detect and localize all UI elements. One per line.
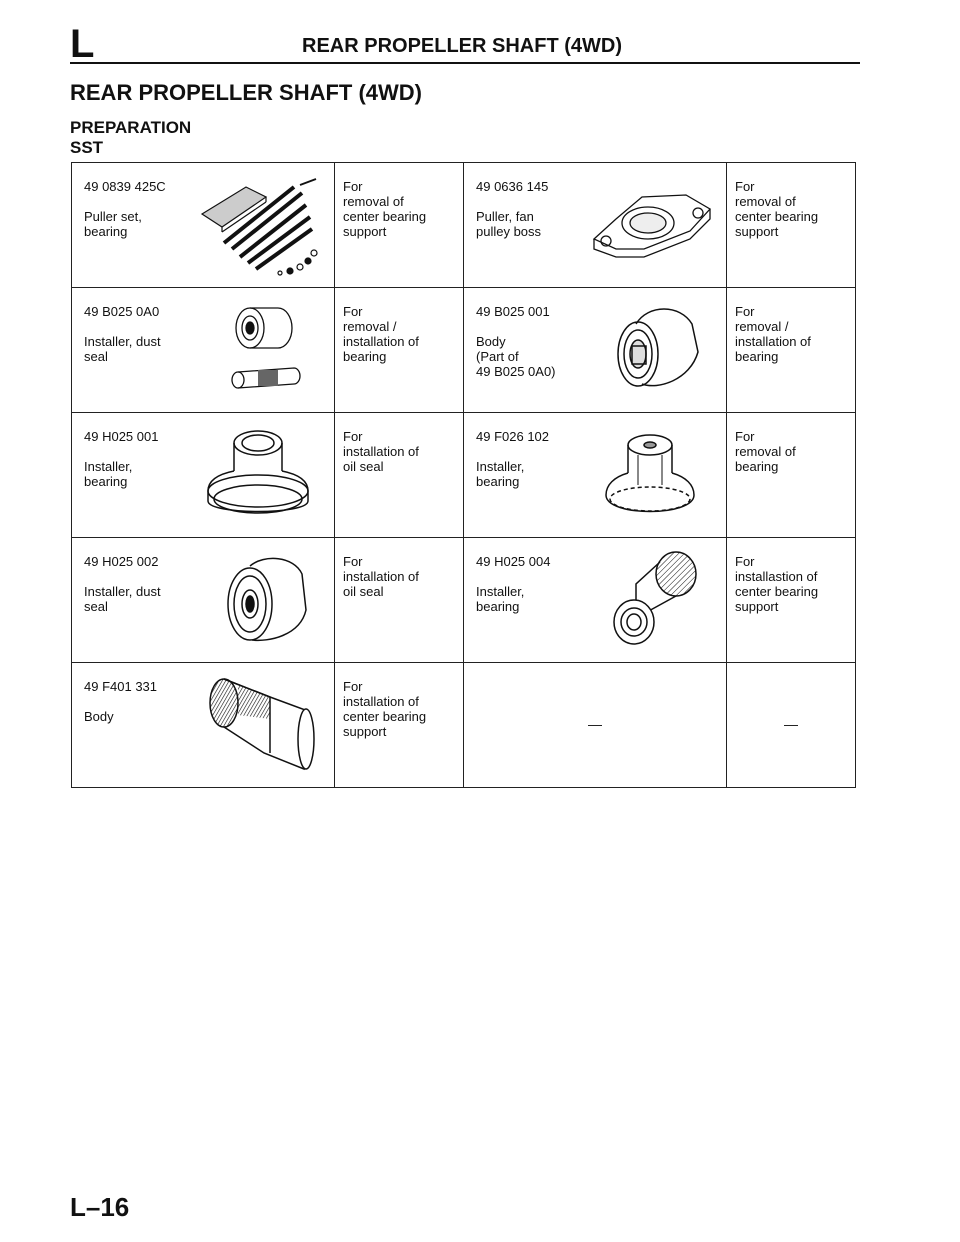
- section-heading: [70, 118, 191, 158]
- sst-subheading: SST: [70, 138, 104, 157]
- tool-name: Puller, fan pulley boss: [476, 209, 542, 239]
- tool-code: 49 H025 004: [476, 554, 551, 569]
- tool-code: 49 B025 001: [476, 304, 550, 319]
- page-title: REAR PROPELLER SHAFT (4WD): [70, 80, 422, 105]
- tool-code: 49 F401 331: [84, 679, 158, 694]
- use-cell: [335, 288, 464, 413]
- tool-name: Installer, dust seal: [84, 584, 161, 614]
- empty-use-cell: [727, 663, 856, 788]
- puller-set-illustration: [194, 169, 324, 279]
- tool-code: 49 H025 001: [84, 429, 159, 444]
- use-cell: [727, 163, 856, 288]
- sst-table: [71, 162, 856, 788]
- table-row: [72, 413, 856, 538]
- tool-code: 49 F026 102: [476, 429, 550, 444]
- dust-seal-installer-illustration: [194, 294, 324, 404]
- running-header: [70, 24, 860, 64]
- tool-name: Puller set, bearing: [84, 209, 142, 239]
- tool-use: For installation of center bearing support: [343, 679, 427, 739]
- use-cell: [727, 413, 856, 538]
- tool-cell: [72, 413, 335, 538]
- bearing-installer-illustration: [586, 419, 716, 529]
- tool-use: For installation of oil seal: [343, 554, 419, 599]
- use-cell: [727, 538, 856, 663]
- tool-name: Installer, bearing: [84, 459, 133, 489]
- use-cell: [335, 163, 464, 288]
- tool-code: 49 0636 145: [476, 179, 549, 194]
- bearing-installer-illustration: [586, 544, 716, 654]
- dust-seal-installer-illustration: [194, 544, 324, 654]
- tool-cell: [72, 538, 335, 663]
- tool-name: Installer, bearing: [476, 459, 525, 489]
- tool-use: For removal of center bearing support: [343, 179, 427, 239]
- table-row: [72, 538, 856, 663]
- bearing-installer-illustration: [194, 419, 324, 529]
- tool-name: Body (Part of 49 B025 0A0): [476, 334, 556, 379]
- table-row: [72, 288, 856, 413]
- tool-use: For removal / installation of bearing: [735, 304, 811, 364]
- table-row: [72, 663, 856, 788]
- use-cell: [335, 413, 464, 538]
- tool-cell: [464, 538, 727, 663]
- body-illustration: [194, 669, 324, 779]
- tool-cell: [464, 163, 727, 288]
- page-number: L–16: [70, 1192, 130, 1222]
- use-cell: [727, 288, 856, 413]
- tool-cell: [464, 288, 727, 413]
- tool-cell: [72, 663, 335, 788]
- tool-use: For removal / installation of bearing: [343, 304, 419, 364]
- tool-name: Installer, dust seal: [84, 334, 161, 364]
- use-cell: [335, 538, 464, 663]
- table-row: [72, 163, 856, 288]
- header-title: REAR PROPELLER SHAFT (4WD): [302, 35, 622, 57]
- empty-dash: —: [784, 716, 798, 732]
- tool-use: For installastion of center bearing support: [735, 554, 819, 614]
- body-illustration: [586, 294, 716, 404]
- tool-code: 49 B025 0A0: [84, 304, 160, 319]
- header-rule: [70, 62, 860, 64]
- tool-code: 49 0839 425C: [84, 179, 166, 194]
- tool-name: Installer, bearing: [476, 584, 525, 614]
- preparation-heading: PREPARATION: [70, 118, 192, 137]
- empty-dash: —: [588, 716, 602, 732]
- tool-use: For installation of oil seal: [343, 429, 419, 474]
- fan-pulley-puller-illustration: [586, 169, 716, 279]
- section-letter: L: [70, 22, 95, 66]
- tool-use: For removal of center bearing support: [735, 179, 819, 239]
- tool-cell: [72, 163, 335, 288]
- empty-tool-cell: [464, 663, 727, 788]
- tool-name: Body: [84, 709, 114, 724]
- tool-cell: [72, 288, 335, 413]
- tool-use: For removal of bearing: [735, 429, 796, 474]
- use-cell: [335, 663, 464, 788]
- tool-code: 49 H025 002: [84, 554, 159, 569]
- tool-cell: [464, 413, 727, 538]
